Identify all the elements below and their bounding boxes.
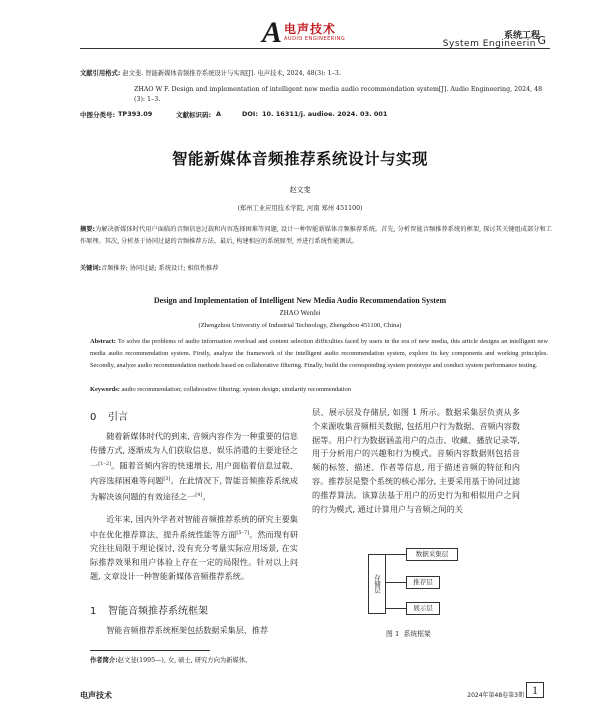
- affiliation-en: (Zhengzhou University of Industrial Technology, Zhengzhou 451100, China): [198, 322, 402, 329]
- figure-box-display: 展示层: [406, 602, 440, 615]
- paragraph-text: 。随着音频内容的快速增长, 用户面临着信息过载、内容选择困难等问题: [90, 460, 298, 486]
- author-en: ZHAO Wenfei: [279, 309, 321, 317]
- keywords-cn-text: 音频推荐; 协同过滤; 系统设计; 相似性推荐: [101, 265, 219, 272]
- journal-logo-letter: A: [262, 16, 283, 49]
- paragraph-1: [90, 430, 298, 504]
- abstract-en: [90, 336, 548, 372]
- paragraph-text: 。: [202, 491, 211, 502]
- citation-ref: [1–2]: [98, 460, 112, 467]
- footer-logo: 电声技术: [80, 691, 112, 700]
- doccode-value: A: [216, 110, 222, 118]
- header-rule: [80, 48, 550, 49]
- paragraph-text: 。然而现有研究往往局限于理论探讨, 没有充分考量实际应用场景, 在实际推荐效果和用户体验上存在一定的局限性。针对以上问题, 文章设计一种智能新媒体音频推荐系统。: [90, 529, 298, 581]
- journal-logo-en: AUDIO ENGINEERING: [284, 36, 346, 42]
- figure-box-storage: 存储层: [368, 554, 386, 614]
- author-note-label: 作者简介:: [90, 657, 118, 664]
- figure-box-recommend: 推荐层: [406, 576, 440, 589]
- doi-value: 10. 16311/j. audioe. 2024. 03. 001: [262, 110, 388, 118]
- keywords-cn: [80, 263, 552, 274]
- citation-cn: [80, 69, 560, 79]
- doi-label: DOI:: [242, 110, 258, 118]
- doccode-label: 文献标识码:: [176, 111, 212, 119]
- title-en: Design and Implementation of Intelligent New Media Audio Recommendation System: [153, 296, 447, 305]
- paragraph-text: 近年来, 国内外学者对智能音频推荐系统的研究主要集中在优化推荐算法、提升系统性能等方面: [90, 514, 298, 540]
- page-number: 1: [526, 682, 544, 698]
- journal-logo-cn: 电声技术: [284, 22, 337, 36]
- section-number: 0: [90, 412, 97, 423]
- keywords-cn-label: 关键词:: [80, 265, 102, 272]
- abstract-cn-label: 摘要:: [80, 226, 96, 233]
- author-note-text: 赵文斐(1995—), 女, 硕士, 研究方向为新媒体。: [117, 657, 252, 664]
- abstract-en-label: Abstract:: [90, 338, 116, 345]
- citation-ref: [3]: [163, 476, 171, 483]
- footer-issue: 2024年第48卷第3期: [467, 692, 524, 699]
- abstract-cn: [80, 224, 552, 247]
- paragraph-text: 。在此情况下, 智能音频推荐系统成为解决该问题的有效途径之一: [90, 475, 298, 502]
- figure-caption: [386, 628, 431, 638]
- figure-arrow: [386, 582, 406, 583]
- paragraph-2: [90, 513, 298, 584]
- paragraph-3: 智能音频推荐系统框架包括数据采集层、推荐: [106, 625, 269, 635]
- citation-label: 文献引用格式:: [80, 70, 121, 77]
- abstract-cn-text: 为解决新媒体时代用户面临的音频信息过载和内容选择困难等问题, 设计一种智能新媒体音频推荐系统。首先, 分析智能音频推荐系统的框架, 探讨其关键组成部分和工作原理。其次, 分析基于协同过滤的音频推荐方法。最后, 构建相应的系统原型, 并进行系统性能测试。: [80, 226, 552, 245]
- paragraph-4: 层、展示层及存储层, 如图 1 所示。数据采集层负责从多个来源收集音频相关数据, 包括用户行为数据、音频内容数据等。用户行为数据涵盖用户的点击、收藏、播放记录等, 用于分析用户的兴趣和行为模式。音频内容数据则包括音频的标签、描述、作者等信息, 用于描述音频的特征和内容。推荐层是整个系统的核心部分, 主要采用基于协同过滤的推荐算法。该算法基于用户的历史行为和相似用户之间的行为模式, 通过计算用户与音频之间的关: [312, 407, 520, 514]
- clc-value: TP393.09: [118, 110, 153, 118]
- citation-ref: [4]: [195, 491, 203, 498]
- figure-arrow: [386, 608, 406, 609]
- figure-arrow: [386, 554, 406, 555]
- abstract-en-text: To solve the problems of audio information overload and content selection difficulties faced by users in the era of new media, this article designs an intelligent new media audio recommendation system. Firstly, analyze the framework of the intelligent audio recommendation system, explore its key components and working principles. Secondly, analyze audio recommendation methods based on collaborative filtering. Finally, build the corresponding system prototype and conduct system performance testing.: [90, 338, 548, 369]
- column-title-cn: 系统工程: [503, 31, 540, 41]
- author-note: [90, 655, 251, 664]
- footnote-rule: [90, 650, 210, 651]
- column-title-en: System Engineerin: [442, 39, 536, 49]
- keywords-en: [90, 385, 548, 395]
- author-cn: 赵文斐: [289, 186, 311, 194]
- figure-caption-number: 图 1: [386, 630, 400, 638]
- keywords-en-label: Keywords:: [90, 386, 120, 393]
- section-heading-intro: [90, 408, 298, 423]
- section-title: 引言: [108, 412, 128, 423]
- citation-cn-text: 赵文斐. 智能新媒体音频推荐系统设计与实现[J]. 电声技术, 2024, 48(3): 1–3.: [122, 70, 341, 77]
- keywords-en-text: audio recommendation; collaborative filtering; system design; similarity recommendation: [121, 386, 351, 393]
- column-title-g: G: [537, 34, 546, 47]
- citation-en: ZHAO W F. Design and implementation of intelligent new media audio recommendation system[J]. Audio Engineering, 2024, 48 (3): 1–3.: [134, 86, 543, 103]
- section-number: 1: [90, 606, 97, 617]
- section-title: 智能音频推荐系统框架: [108, 606, 208, 617]
- affiliation-cn: (郑州工业应用技术学院, 河南 郑州 451100): [237, 205, 363, 212]
- figure-box-collect: 数据采集层: [406, 548, 458, 561]
- figure-caption-text: 系统框架: [403, 630, 431, 638]
- clc-label: 中图分类号:: [80, 111, 116, 119]
- figure-1: [368, 546, 518, 626]
- paragraph-text: 随着新媒体时代的到来, 音频内容作为一种重要的信息传播方式, 逐渐成为人们获取信息、娱乐消遣的主要途径之一: [90, 431, 298, 471]
- page-title: 智能新媒体音频推荐系统设计与实现: [171, 150, 428, 168]
- citation-ref: [5–7]: [236, 529, 250, 536]
- section-heading-framework: [90, 602, 298, 617]
